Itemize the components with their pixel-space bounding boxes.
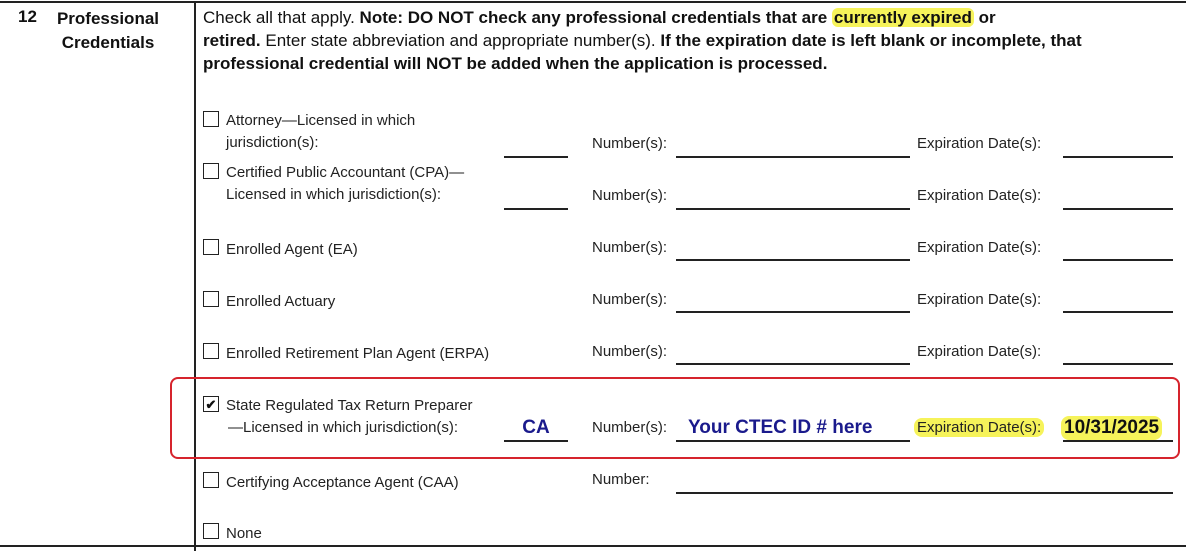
expiration-label-attorney: Expiration Date(s): xyxy=(917,135,1042,152)
checkbox-none[interactable] xyxy=(203,523,219,539)
jurisdiction-field-cpa[interactable] xyxy=(504,208,568,210)
section-title-line1: Professional xyxy=(56,9,160,28)
instructions-part2: or xyxy=(973,8,996,27)
section-number: 12 xyxy=(18,7,37,26)
instructions-part3: retired. xyxy=(203,31,261,50)
label-ea: Enrolled Agent (EA) xyxy=(226,241,358,258)
expiration-value: 10/31/2025 xyxy=(1061,416,1162,440)
expiration-label-actuary: Expiration Date(s): xyxy=(917,291,1042,308)
number-field-erpa[interactable] xyxy=(676,363,910,365)
expiration-field-cpa[interactable] xyxy=(1063,208,1173,210)
expiration-label-cpa: Expiration Date(s): xyxy=(917,187,1042,204)
section-title-line2: Credentials xyxy=(61,33,155,52)
bottom-border xyxy=(0,545,1186,547)
number-field-cpa[interactable] xyxy=(676,208,910,210)
section-title xyxy=(48,7,168,55)
checkbox-cpa[interactable] xyxy=(203,163,219,179)
label-state-line2: —Licensed in which jurisdiction(s): xyxy=(228,419,459,436)
label-cpa-line2: Licensed in which jurisdiction(s): xyxy=(226,186,442,203)
numbers-label-erpa: Number(s): xyxy=(592,343,668,360)
label-enrolled-actuary: Enrolled Actuary xyxy=(226,293,336,310)
number-label-caa: Number: xyxy=(592,471,650,488)
expiration-label-erpa: Expiration Date(s): xyxy=(917,343,1042,360)
expiration-label-ea: Expiration Date(s): xyxy=(917,239,1042,256)
numbers-label-state: Number(s): xyxy=(592,419,668,436)
checkbox-erpa[interactable] xyxy=(203,343,219,359)
expiration-field-attorney[interactable] xyxy=(1063,156,1173,158)
number-field-caa[interactable] xyxy=(676,492,1173,494)
instructions-note: Note: DO NOT check any professional credentials that are xyxy=(359,8,832,27)
instructions-highlight: currently expired xyxy=(833,8,972,27)
expiration-field-erpa[interactable] xyxy=(1063,363,1173,365)
label-state-line1: State Regulated Tax Return Preparer xyxy=(226,397,473,414)
label-none: None xyxy=(226,525,262,542)
label-cpa xyxy=(226,162,464,206)
number-field-attorney[interactable] xyxy=(676,156,910,158)
numbers-label-actuary: Number(s): xyxy=(592,291,668,308)
label-caa: Certifying Acceptance Agent (CAA) xyxy=(226,474,459,491)
numbers-label-attorney: Number(s): xyxy=(592,135,668,152)
label-attorney-line2: jurisdiction(s): xyxy=(226,134,319,151)
numbers-label-ea: Number(s): xyxy=(592,239,668,256)
label-cpa-line1: Certified Public Accountant (CPA)— xyxy=(226,164,465,181)
checkbox-caa[interactable] xyxy=(203,472,219,488)
number-field-ea[interactable] xyxy=(676,259,910,261)
jurisdiction-value: CA xyxy=(522,417,550,438)
instructions xyxy=(203,6,1178,75)
expiration-label-state: Expiration Date(s): xyxy=(914,418,1044,437)
number-value: Your CTEC ID # here xyxy=(688,417,873,438)
label-attorney xyxy=(226,110,415,154)
instructions-part4: Enter state abbreviation and appropriate number(s). xyxy=(260,31,661,50)
expiration-field-ea[interactable] xyxy=(1063,259,1173,261)
instructions-part1: Check all that apply. xyxy=(203,8,360,27)
instructions-part5: If the expiration date is left blank or incomplete, that professional credential will NOT be added when the application is processed. xyxy=(203,31,1082,73)
checkbox-state-regulated-preparer[interactable]: ✔ xyxy=(203,396,219,412)
top-border xyxy=(0,1,1186,3)
jurisdiction-field-state[interactable] xyxy=(504,440,568,442)
jurisdiction-field-attorney[interactable] xyxy=(504,156,568,158)
label-attorney-line1: Attorney—Licensed in which xyxy=(226,112,416,129)
checkbox-attorney[interactable] xyxy=(203,111,219,127)
column-divider xyxy=(194,2,196,551)
number-field-actuary[interactable] xyxy=(676,311,910,313)
checkbox-enrolled-actuary[interactable] xyxy=(203,291,219,307)
numbers-label-cpa: Number(s): xyxy=(592,187,668,204)
label-erpa: Enrolled Retirement Plan Agent (ERPA) xyxy=(226,345,490,362)
expiration-field-state[interactable] xyxy=(1063,440,1173,442)
expiration-field-actuary[interactable] xyxy=(1063,311,1173,313)
label-state-regulated-preparer xyxy=(226,395,473,439)
number-field-state[interactable] xyxy=(676,440,910,442)
checkbox-ea[interactable] xyxy=(203,239,219,255)
